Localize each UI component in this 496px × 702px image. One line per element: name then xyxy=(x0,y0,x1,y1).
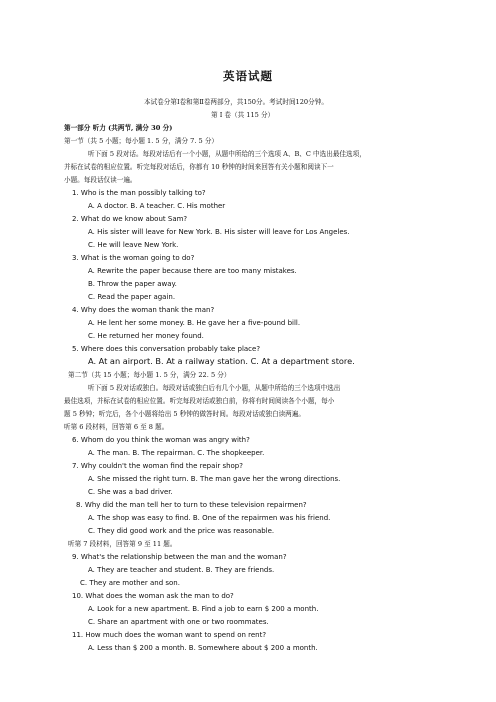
question-4-options: A. He lent her some money. B. He gave her a five-pound bill. xyxy=(88,319,301,327)
volume-heading: 第 Ⅰ 卷（共 115 分） xyxy=(211,111,275,119)
question-10-options: A. Look for a new apartment. B. Find a job to earn $ 200 a month. xyxy=(88,605,319,613)
question-1: 1. Who is the man possibly talking to? xyxy=(72,189,206,197)
question-11: 11. How much does the woman want to spend on rent? xyxy=(72,631,267,639)
question-3: 3. What is the woman going to do? xyxy=(72,254,195,262)
question-7: 7. Why couldn't the woman find the repair shop? xyxy=(72,462,243,470)
question-9-option-c: C. They are mother and son. xyxy=(80,579,180,587)
section2-directions: 听下面 5 段对话或独白。每段对话或独白后有几个小题，从题中所给的三个选项中选出 xyxy=(88,384,341,392)
section1-directions: 听下面 5 段对话。每段对话后有一个小题，从题中所给的三个选项 A、B、C 中选出最佳选项， xyxy=(88,150,366,158)
section1-directions: 小题。每段话仅读一遍。 xyxy=(64,176,137,184)
listen-instruction-7: 听第 7 段材料，回答第 9 至 11 题。 xyxy=(68,540,177,548)
part-heading: 第一部分 听力 (共两节, 满分 30 分) xyxy=(64,124,173,132)
question-5-options: A. At an airport. B. At a railway station. C. At a department store. xyxy=(88,356,355,366)
question-2-options: A. His sister will leave for New York. B. His sister will leave for Los Angeles. xyxy=(88,228,350,236)
section1-heading: 第一节（共 5 小题；每小题 1. 5 分，满分 7. 5 分） xyxy=(64,137,219,145)
question-4: 4. Why does the woman thank the man? xyxy=(72,306,215,314)
question-4-option-c: C. He returned her money found. xyxy=(88,332,204,340)
question-2: 2. What do we know about Sam? xyxy=(72,215,188,223)
question-10-option-c: C. Share an apartment with one or two roommates. xyxy=(88,618,269,626)
section1-directions: 并标在试卷的相应位置。听完每段对话后，你都有 10 秒钟的时间来回答有关小题和阅读下一 xyxy=(64,163,334,171)
question-8-options: A. The shop was easy to find. B. One of the repairmen was his friend. xyxy=(88,514,331,522)
question-3-option-a: A. Rewrite the paper because there are too many mistakes. xyxy=(88,267,297,275)
question-10: 10. What does the woman ask the man to do? xyxy=(72,592,234,600)
listen-instruction-6: 听第 6 段材料，回答第 6 至 8 题。 xyxy=(64,423,169,431)
question-11-options: A. Less than $ 200 a month. B. Somewhere about $ 200 a month. xyxy=(88,644,318,652)
section2-directions: 题 5 秒钟；听完后，各个小题将给出 5 秒钟的做答时间。每段对话或独白读两遍。 xyxy=(64,410,305,418)
question-5: 5. Where does this conversation probably take place? xyxy=(72,345,261,353)
page-title: 英语试题 xyxy=(223,69,273,83)
question-2-option-c: C. He will leave New York. xyxy=(88,241,179,249)
question-7-options: A. She missed the right turn. B. The man gave her the wrong directions. xyxy=(88,475,341,483)
exam-intro: 本试卷分第Ⅰ卷和第Ⅱ卷两部分，共150分。考试时间120分钟。 xyxy=(144,98,328,106)
question-6: 6. Whom do you think the woman was angry with? xyxy=(72,436,250,444)
section2-directions: 最佳选项，并标在试卷的相应位置。听完每段对话或独白前，你将有时间阅读各个小题，每小 xyxy=(64,397,335,405)
question-7-option-c: C. She was a bad driver. xyxy=(88,488,173,496)
question-9-options: A. They are teacher and student. B. They are friends. xyxy=(88,566,275,574)
question-6-options: A. The man. B. The repairman. C. The shopkeeper. xyxy=(88,449,265,457)
question-9: 9. What's the relationship between the man and the woman? xyxy=(72,553,287,561)
section2-heading: 第二节（共 15 小题；每小题 1. 5 分，满分 22. 5 分） xyxy=(68,371,231,379)
question-8-option-c: C. They did good work and the price was reasonable. xyxy=(88,527,275,535)
question-1-options: A. A doctor. B. A teacher. C. His mother xyxy=(88,202,226,210)
question-3-option-c: C. Read the paper again. xyxy=(88,293,176,301)
question-8: 8. Why did the man tell her to turn to these television repairmen? xyxy=(76,501,307,509)
question-3-option-b: B. Throw the paper away. xyxy=(88,280,177,288)
